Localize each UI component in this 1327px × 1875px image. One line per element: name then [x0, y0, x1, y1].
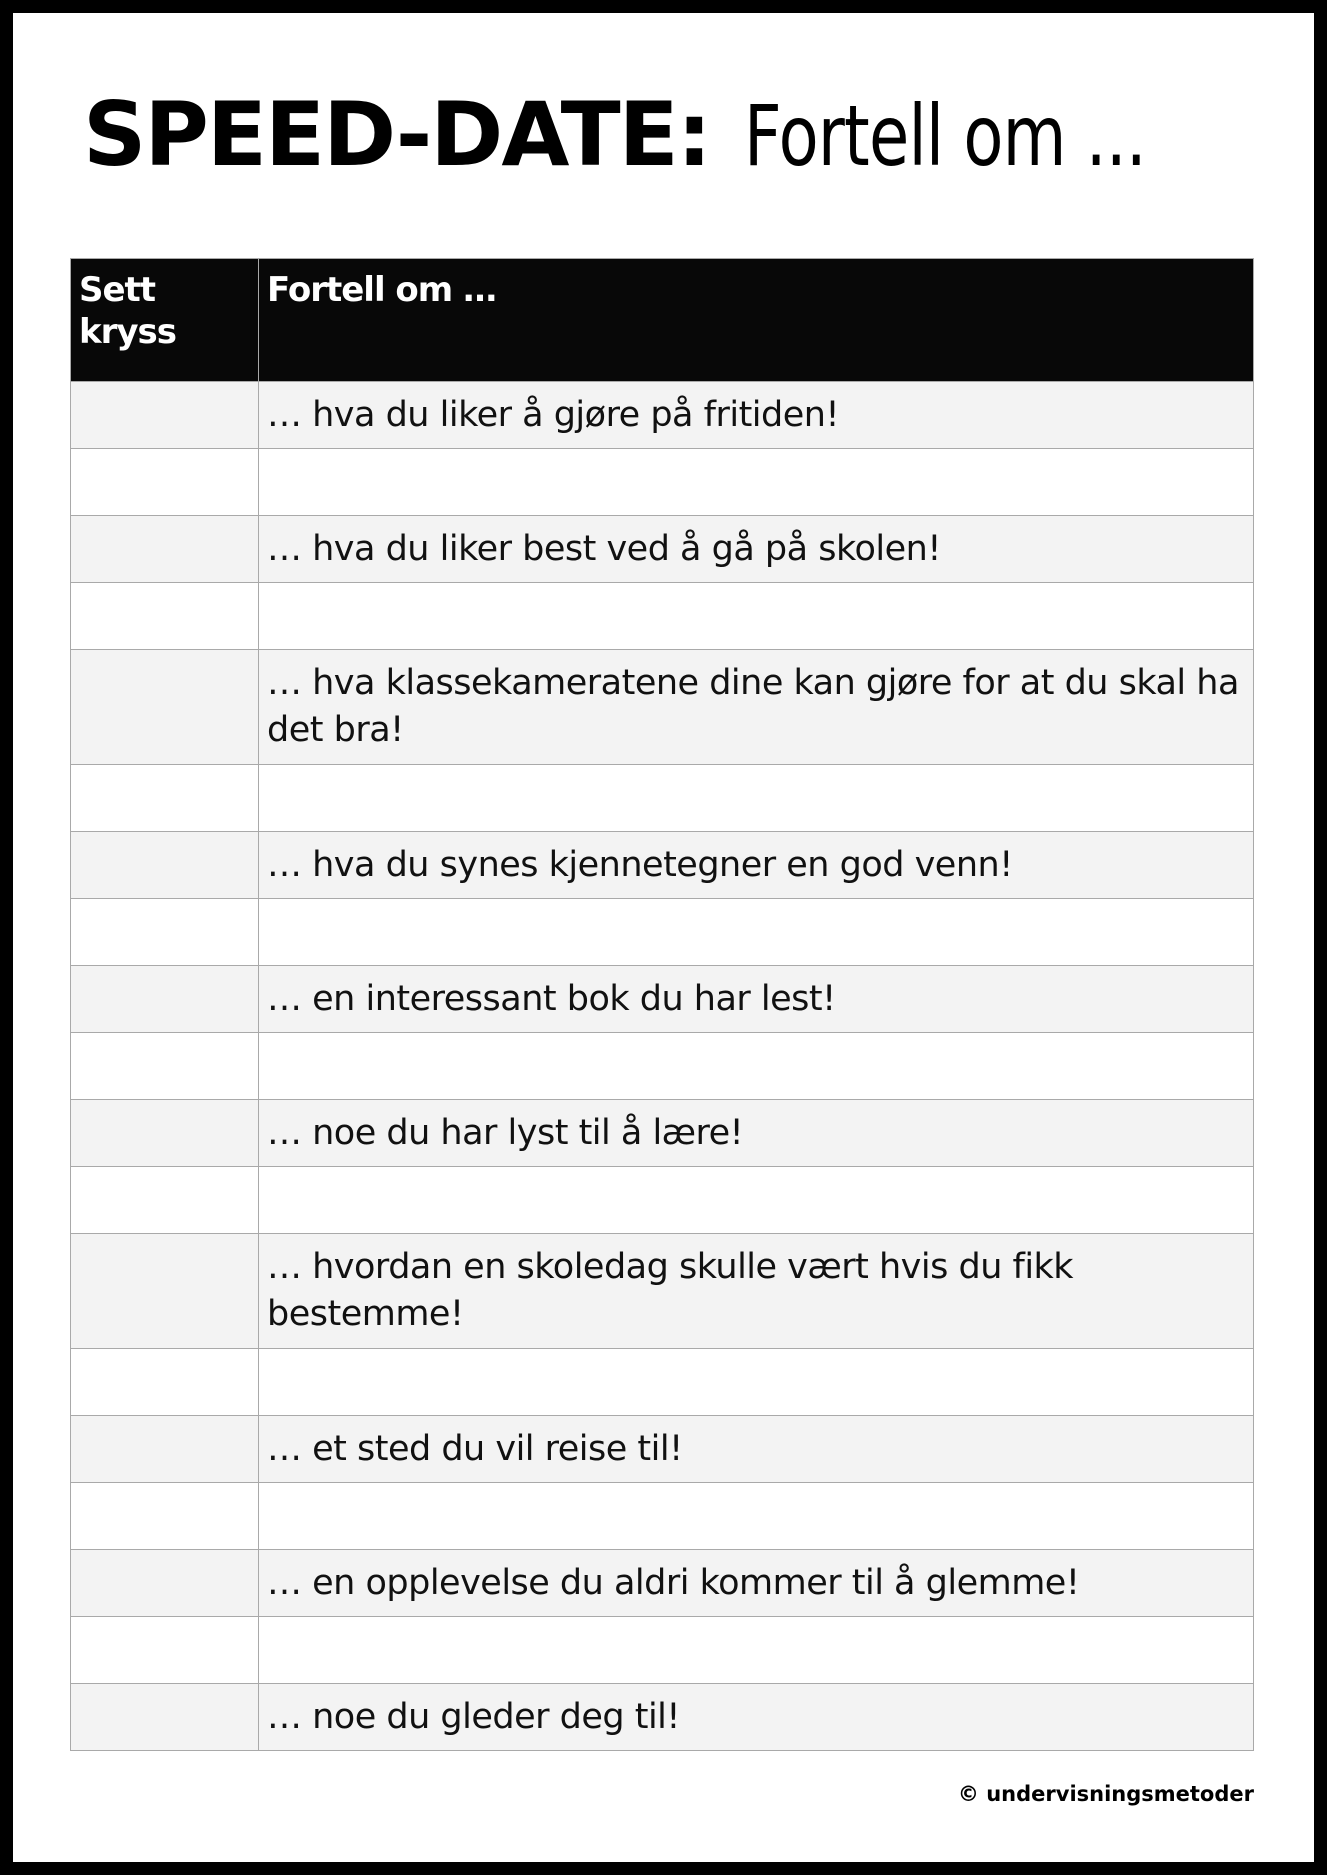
check-cell[interactable]: [71, 1550, 259, 1617]
answer-cell[interactable]: [259, 583, 1254, 650]
table-row-blank: [71, 899, 1254, 966]
prompt-cell: … et sted du vil reise til!: [259, 1416, 1254, 1483]
check-cell[interactable]: [71, 832, 259, 899]
table-row: [71, 1416, 1254, 1483]
page-title: [83, 83, 1259, 193]
table-header-row: [71, 259, 1254, 382]
check-cell[interactable]: [71, 516, 259, 583]
table-row-blank: [71, 583, 1254, 650]
check-cell[interactable]: [71, 966, 259, 1033]
prompt-cell: … hvordan en skoledag skulle vært hvis du fikk bestemme!: [259, 1234, 1254, 1349]
check-cell[interactable]: [71, 1684, 259, 1751]
answer-cell[interactable]: [259, 449, 1254, 516]
check-cell[interactable]: [71, 1483, 259, 1550]
prompt-cell: … noe du har lyst til å lære!: [259, 1100, 1254, 1167]
answer-cell[interactable]: [259, 1617, 1254, 1684]
check-cell[interactable]: [71, 1416, 259, 1483]
prompt-cell: … noe du gleder deg til!: [259, 1684, 1254, 1751]
answer-cell[interactable]: [259, 1167, 1254, 1234]
prompt-cell: … hva du liker å gjøre på fritiden!: [259, 382, 1254, 449]
answer-cell[interactable]: [259, 765, 1254, 832]
check-cell[interactable]: [71, 1033, 259, 1100]
answer-cell[interactable]: [259, 1349, 1254, 1416]
check-cell[interactable]: [71, 1617, 259, 1684]
prompt-cell: … hva du synes kjennetegner en god venn!: [259, 832, 1254, 899]
prompt-cell: … hva du liker best ved å gå på skolen!: [259, 516, 1254, 583]
check-cell[interactable]: [71, 1234, 259, 1349]
title-handwritten: Fortell om ...: [743, 87, 1146, 185]
check-cell[interactable]: [71, 765, 259, 832]
table-row: [71, 516, 1254, 583]
table-row: [71, 650, 1254, 765]
prompt-cell: … hva klassekameratene dine kan gjøre for at du skal ha det bra!: [259, 650, 1254, 765]
table-row-blank: [71, 1349, 1254, 1416]
speed-date-table: [70, 258, 1254, 1751]
check-cell[interactable]: [71, 449, 259, 516]
table-row: [71, 382, 1254, 449]
table-row-blank: [71, 1033, 1254, 1100]
table-row: [71, 1550, 1254, 1617]
table-row: [71, 1684, 1254, 1751]
prompt-cell: … en opplevelse du aldri kommer til å glemme!: [259, 1550, 1254, 1617]
table-row-blank: [71, 449, 1254, 516]
check-cell[interactable]: [71, 1167, 259, 1234]
table-row: [71, 832, 1254, 899]
answer-cell[interactable]: [259, 899, 1254, 966]
answer-cell[interactable]: [259, 1033, 1254, 1100]
check-cell[interactable]: [71, 650, 259, 765]
check-cell[interactable]: [71, 1349, 259, 1416]
worksheet-page: [13, 13, 1314, 1862]
check-cell[interactable]: [71, 899, 259, 966]
title-bold: SPEED-DATE:: [83, 83, 710, 186]
copyright-footer: © undervisningsmetoder: [957, 1782, 1254, 1806]
check-cell[interactable]: [71, 1100, 259, 1167]
table-row-blank: [71, 765, 1254, 832]
table-row-blank: [71, 1483, 1254, 1550]
check-cell[interactable]: [71, 583, 259, 650]
table-row-blank: [71, 1167, 1254, 1234]
answer-cell[interactable]: [259, 1483, 1254, 1550]
header-prompt: Fortell om …: [259, 259, 1254, 382]
prompt-cell: … en interessant bok du har lest!: [259, 966, 1254, 1033]
check-cell[interactable]: [71, 382, 259, 449]
table-row-blank: [71, 1617, 1254, 1684]
table-row: [71, 1100, 1254, 1167]
table-row: [71, 966, 1254, 1033]
table-row: [71, 1234, 1254, 1349]
header-check: Sett kryss: [71, 259, 259, 382]
